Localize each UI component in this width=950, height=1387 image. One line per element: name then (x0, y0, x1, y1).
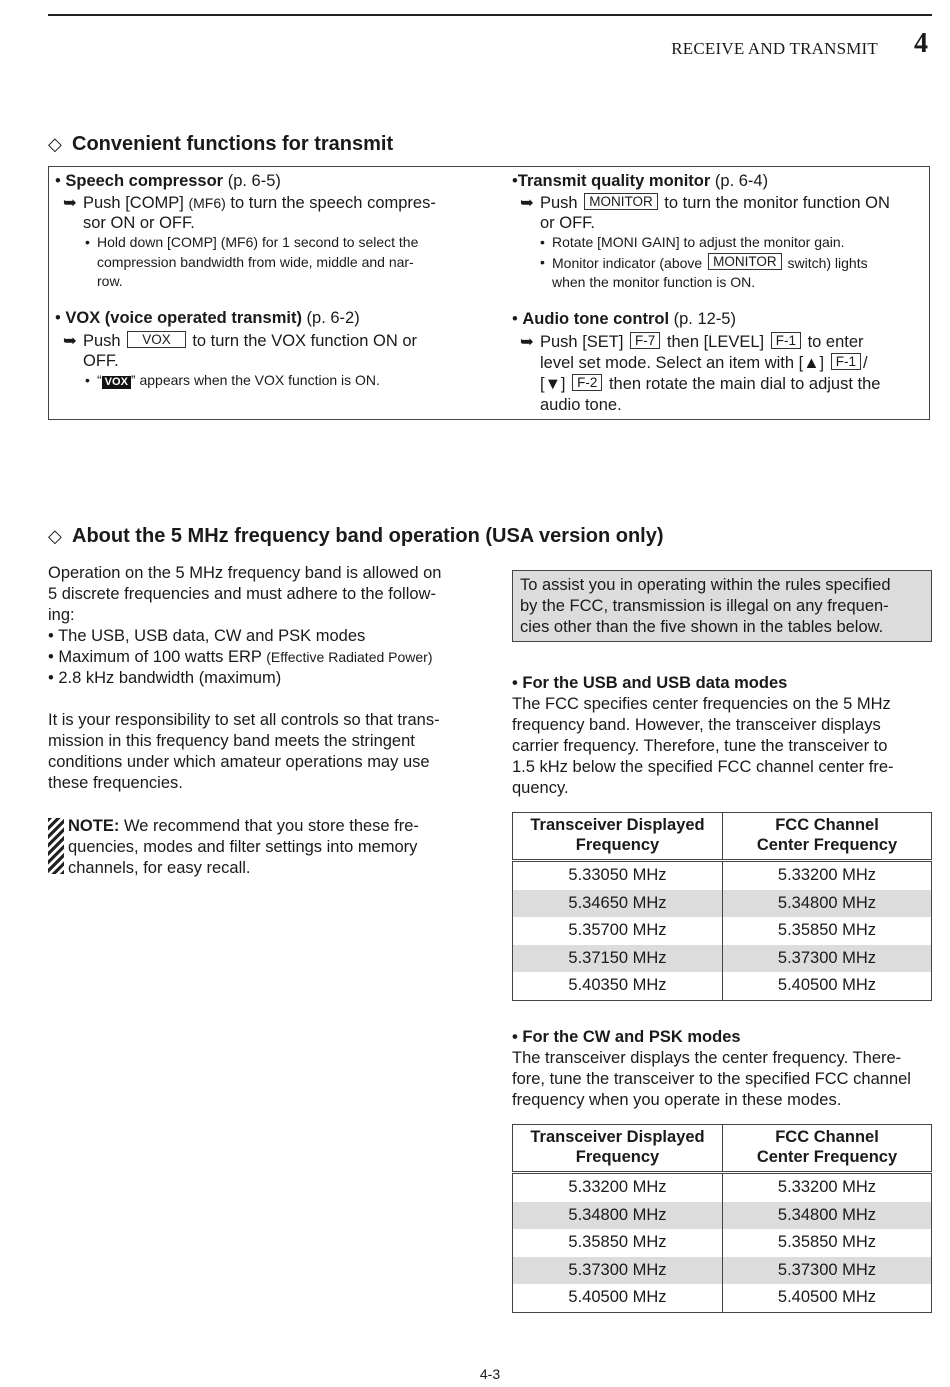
table-row (513, 1257, 932, 1285)
monitor-heading: •Transmit quality monitor (p. 6-4) (512, 172, 769, 190)
table-cell: 5.40350 MHz (513, 972, 723, 1000)
diamond-icon: ◇ (48, 526, 62, 546)
vox-indicator-icon: VOX (102, 376, 131, 389)
usb-modes-paragraph: The FCC specifies center frequencies on the 5 MHz frequency band. However, the transceiver displays carrier frequency. Therefore, tune the transceiver to 1.5 kHz below the specified FCC channel center fre- quency. (512, 695, 894, 797)
table-cell: 5.35850 MHz (723, 1229, 932, 1257)
table-cell: 5.40500 MHz (513, 1284, 723, 1312)
column-header: Transceiver Displayed Frequency (513, 1125, 723, 1173)
vox-heading: • VOX (voice operated transmit) (p. 6-2) (55, 308, 360, 327)
column-header: FCC Channel Center Frequency (723, 813, 932, 861)
table-row (513, 1173, 932, 1202)
section-title-text: About the 5 MHz frequency band operation (USA version only) (72, 525, 664, 547)
note-label: NOTE: (68, 817, 120, 835)
table-cell: 5.37300 MHz (723, 1257, 932, 1285)
arrow-icon: ➥ (63, 331, 77, 350)
section-title-transmit (48, 133, 393, 156)
table-row (513, 1202, 932, 1230)
header-title: RECEIVE AND TRANSMIT (671, 39, 878, 58)
cw-frequency-table (512, 1124, 932, 1313)
table-row (513, 1229, 932, 1257)
table-cell: 5.37150 MHz (513, 945, 723, 973)
table-header-row (513, 1125, 932, 1173)
table-cell: 5.34800 MHz (723, 1202, 932, 1230)
section-title-text: Convenient functions for transmit (72, 133, 394, 155)
responsibility-paragraph: It is your responsibility to set all controls so that trans- mission in this frequency band meets the stringent conditions under which amateur operations may use these frequencies. (48, 711, 440, 792)
right-functions-column (512, 171, 924, 416)
table-row (513, 945, 932, 973)
vox-key: VOX (127, 331, 186, 348)
intro-paragraph: Operation on the 5 MHz frequency band is allowed on 5 discrete frequencies and must adhere to the follow- ing: (48, 564, 442, 624)
f1-key: F-1 (771, 332, 801, 349)
table-cell: 5.35700 MHz (513, 917, 723, 945)
table-cell: 5.40500 MHz (723, 972, 932, 1000)
monitor-notes: • Rotate [MONI GAIN] to adjust the monitor gain. (540, 234, 845, 250)
monitor-key: MONITOR (584, 193, 658, 210)
vox-ref: (p. 6-2) (306, 308, 360, 327)
table-cell: 5.33200 MHz (723, 861, 932, 890)
left-functions-column (55, 171, 467, 390)
arrow-icon: ➥ (520, 194, 534, 212)
chapter-number: 4 (914, 28, 928, 59)
f1-key-up: F-1 (831, 353, 861, 370)
list-item: • 2.8 kHz bandwidth (maximum) (48, 669, 282, 687)
table-row (513, 861, 932, 890)
arrow-icon: ➥ (520, 332, 534, 351)
table-cell: 5.37300 MHz (723, 945, 932, 973)
column-header: Transceiver Displayed Frequency (513, 813, 723, 861)
note-hatch-icon (48, 818, 64, 874)
vox-note: • “ VOX ” appears when the VOX function is ON. (85, 371, 380, 388)
vox-name: VOX (voice operated transmit) (65, 308, 302, 327)
note-paragraph: NOTE: We recommend that you store these fre- quencies, modes and filter settings into memory channels, for easy recall. (68, 817, 419, 877)
audio-tone-name: Audio tone control (522, 309, 670, 328)
cw-modes-heading: • For the CW and PSK modes (512, 1028, 741, 1046)
audio-tone-step: ➥ Push [SET] F-7 then [LEVEL] F-1 to enter level set mode. Select an item with [▲] F-1 / [▼] F-2 then rotate the main dial to adjust the audio tone. (520, 332, 881, 414)
monitor-name: Transmit quality monitor (517, 172, 711, 190)
table-row (513, 972, 932, 1000)
table-cell: 5.33200 MHz (723, 1173, 932, 1202)
table-row (513, 890, 932, 918)
list-item: • The USB, USB data, CW and PSK modes (48, 627, 366, 645)
table-header-row (513, 813, 932, 861)
table-cell: 5.34800 MHz (513, 1202, 723, 1230)
f2-key: F-2 (572, 374, 602, 391)
audio-tone-heading: • Audio tone control (p. 12-5) (512, 309, 736, 328)
usb-frequency-table (512, 812, 932, 1001)
column-header: FCC Channel Center Frequency (723, 1125, 932, 1173)
speech-compressor-heading: • Speech compressor (p. 6-5) (55, 172, 281, 190)
speech-compressor-ref: (p. 6-5) (227, 172, 281, 190)
table-cell: 5.35850 MHz (513, 1229, 723, 1257)
table-row (513, 1284, 932, 1312)
fcc-warning-box: To assist you in operating within the rules specified by the FCC, transmission is illegal on any frequen- cies other than the five shown in the tables below. (512, 570, 932, 642)
section-title-5mhz (48, 525, 664, 548)
table-cell: 5.34650 MHz (513, 890, 723, 918)
audio-tone-ref: (p. 12-5) (673, 309, 736, 328)
table-row (513, 917, 932, 945)
list-item: • Maximum of 100 watts ERP (Effective Radiated Power) (48, 648, 433, 666)
table-cell: 5.40500 MHz (723, 1284, 932, 1312)
table-cell: 5.35850 MHz (723, 917, 932, 945)
header-rule (48, 14, 932, 16)
monitor-ref: (p. 6-4) (714, 172, 769, 190)
requirements-list (48, 626, 467, 689)
monitor-indicator-note: • Monitor indicator (above MONITOR switch) lights when the monitor function is ON. (540, 253, 868, 290)
table-cell: 5.33050 MHz (513, 861, 723, 890)
speech-compressor-step: ➥ Push [COMP] (MF6) to turn the speech compres- sor ON or OFF. (63, 194, 436, 232)
vox-step: ➥ Push VOX to turn the VOX function ON or OFF. (63, 331, 418, 370)
speech-compressor-note: • Hold down [COMP] (MF6) for 1 second to select the compression bandwidth from wide, middle and nar- row. (85, 234, 419, 289)
table-cell: 5.33200 MHz (513, 1173, 723, 1202)
f7-key: F-7 (630, 332, 660, 349)
table-cell: 5.34800 MHz (723, 890, 932, 918)
diamond-icon: ◇ (48, 134, 62, 154)
arrow-icon: ➥ (63, 194, 77, 212)
page-number: 4-3 (479, 1366, 501, 1382)
cw-modes-paragraph: The transceiver displays the center frequency. There- fore, tune the transceiver to the specified FCC channel frequency when you operate in these modes. (512, 1049, 911, 1109)
monitor-step: ➥ Push MONITOR to turn the monitor function ON or OFF. (520, 194, 890, 232)
usb-modes-heading: • For the USB and USB data modes (512, 674, 788, 692)
table-cell: 5.37300 MHz (513, 1257, 723, 1285)
speech-compressor-name: Speech compressor (65, 172, 224, 190)
monitor-switch-key: MONITOR (708, 253, 782, 270)
